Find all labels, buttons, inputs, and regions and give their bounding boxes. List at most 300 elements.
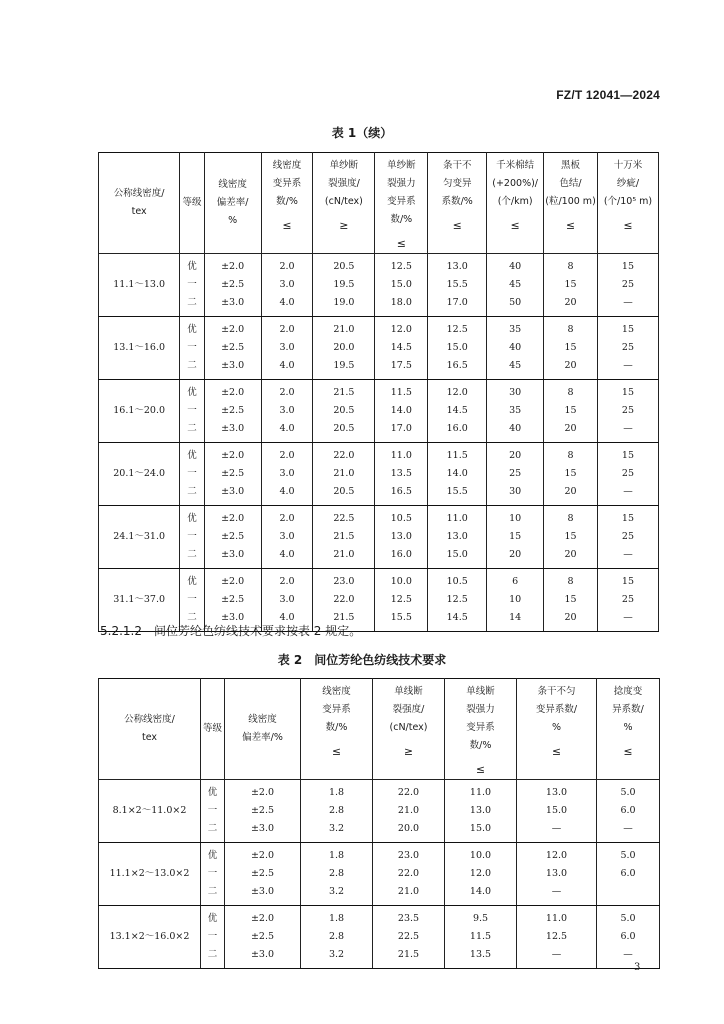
limit-symbol: ≤ — [510, 219, 520, 232]
value-cell: 21.5 — [373, 946, 445, 969]
value-cell: 40 — [487, 420, 544, 443]
linear-density-cell: 31.1～37.0 — [99, 569, 180, 632]
value-cell: 10 — [487, 506, 544, 529]
grade-cell: 一 — [180, 465, 204, 483]
table-row — [99, 528, 659, 546]
value-cell: 13.0 — [428, 528, 487, 546]
grade-cell: 二 — [180, 357, 204, 380]
header-label-line: 千米棉结 — [496, 160, 535, 171]
header-label-line: 变异系 — [466, 722, 495, 733]
value-cell: 8 — [544, 380, 598, 403]
linear-density-cell: 13.1×2～16.0×2 — [99, 906, 201, 969]
grade-cell: 一 — [201, 802, 225, 820]
header-label-line: (cN/tex) — [389, 722, 428, 733]
value-cell: 20 — [544, 609, 598, 632]
value-cell: 2.8 — [301, 802, 373, 820]
header-label-line: 变异系 — [322, 704, 351, 715]
value-cell: 10.0 — [375, 569, 428, 592]
value-cell: 11.0 — [375, 443, 428, 466]
value-cell: 22.0 — [373, 780, 445, 803]
header-label-line: 数/% — [325, 722, 348, 733]
table2-col-header — [301, 679, 373, 780]
value-cell: 3.0 — [261, 276, 313, 294]
value-cell: ±2.5 — [204, 276, 261, 294]
linear-density-cell: 11.1～13.0 — [99, 254, 180, 317]
value-cell: 14.0 — [375, 402, 428, 420]
header-label-line: 变异系数/ — [535, 704, 578, 715]
value-cell: 15 — [544, 528, 598, 546]
value-cell: 17.5 — [375, 357, 428, 380]
value-cell: ±3.0 — [204, 420, 261, 443]
table-row — [99, 380, 659, 403]
value-cell: 6.0 — [597, 802, 660, 820]
value-cell: 9.5 — [445, 906, 517, 929]
value-cell: 12.0 — [375, 317, 428, 340]
header-label-line: (个/10⁵ m) — [603, 196, 653, 207]
value-cell: ±3.0 — [204, 546, 261, 569]
table-row — [99, 569, 659, 592]
value-cell: 15 — [544, 276, 598, 294]
header-label-line: % — [228, 215, 238, 226]
value-cell: 30 — [487, 380, 544, 403]
value-cell: ±2.0 — [225, 843, 301, 866]
value-cell: 15 — [597, 569, 658, 592]
header-label-line: tex — [131, 206, 147, 217]
value-cell: 15 — [544, 339, 598, 357]
limit-symbol: ≥ — [339, 219, 349, 232]
value-cell: 25 — [597, 465, 658, 483]
value-cell: 25 — [597, 528, 658, 546]
value-cell: 22.0 — [373, 865, 445, 883]
value-cell: ±2.0 — [225, 780, 301, 803]
value-cell: 16.5 — [375, 483, 428, 506]
value-cell: 8 — [544, 506, 598, 529]
value-cell: 12.5 — [375, 591, 428, 609]
value-cell: 17.0 — [375, 420, 428, 443]
table-row — [99, 443, 659, 466]
value-cell: 21.5 — [313, 609, 375, 632]
value-cell: 15.0 — [375, 276, 428, 294]
value-cell: 13.0 — [517, 865, 597, 883]
limit-symbol: ≤ — [565, 219, 576, 232]
grade-cell: 二 — [201, 820, 225, 843]
value-cell: 5.0 — [597, 906, 660, 929]
value-cell: 4.0 — [261, 546, 313, 569]
value-cell: 6.0 — [597, 865, 660, 883]
header-label-line: 线密度 — [322, 686, 351, 697]
value-cell: — — [597, 609, 658, 632]
value-cell: 20.5 — [313, 483, 375, 506]
header-label-line: 黑板 — [561, 160, 581, 171]
value-cell: 11.5 — [375, 380, 428, 403]
value-cell: ±3.0 — [225, 883, 301, 906]
header-label-line: 系数/% — [441, 196, 473, 207]
value-cell: ±2.5 — [204, 465, 261, 483]
header-label-line: 纱疵/ — [616, 178, 640, 189]
value-cell: 15.0 — [517, 802, 597, 820]
grade-cell: 一 — [180, 402, 204, 420]
value-cell: 19.5 — [313, 357, 375, 380]
table1 — [98, 152, 659, 632]
table1-col-header — [261, 153, 313, 254]
value-cell: 15 — [597, 317, 658, 340]
grade-cell: 一 — [180, 339, 204, 357]
value-cell: 40 — [487, 339, 544, 357]
grade-cell: 二 — [180, 420, 204, 443]
value-cell: 20 — [544, 357, 598, 380]
header-label-line: 裂强力 — [387, 178, 416, 189]
linear-density-cell: 16.1～20.0 — [99, 380, 180, 443]
value-cell: ±2.0 — [225, 906, 301, 929]
value-cell: 4.0 — [261, 420, 313, 443]
value-cell: 25 — [597, 591, 658, 609]
table2-col-header — [517, 679, 597, 780]
value-cell: 13.0 — [517, 780, 597, 803]
value-cell: 21.0 — [313, 546, 375, 569]
header-label-line: % — [623, 722, 633, 733]
header-label-line: 线密度 — [218, 179, 247, 190]
value-cell: — — [517, 820, 597, 843]
value-cell: 20 — [487, 443, 544, 466]
standard-code: FZ/T 12041—2024 — [556, 88, 660, 102]
table1-col-header — [375, 153, 428, 254]
value-cell: 6 — [487, 569, 544, 592]
value-cell: ±3.0 — [225, 820, 301, 843]
table-row — [99, 546, 659, 569]
value-cell: 15.0 — [428, 546, 487, 569]
limit-symbol: ≤ — [623, 745, 633, 758]
value-cell: 20.5 — [313, 420, 375, 443]
header-label-line: 色结/ — [559, 178, 582, 189]
value-cell: 20.0 — [373, 820, 445, 843]
table-row — [99, 506, 659, 529]
grade-cell: 一 — [201, 928, 225, 946]
value-cell: 20 — [544, 420, 598, 443]
grade-cell: 二 — [180, 483, 204, 506]
table-row — [99, 483, 659, 506]
value-cell: 35 — [487, 317, 544, 340]
value-cell: 20 — [544, 483, 598, 506]
value-cell: 3.2 — [301, 946, 373, 969]
value-cell: 13.0 — [445, 802, 517, 820]
value-cell: 3.2 — [301, 883, 373, 906]
value-cell: — — [597, 357, 658, 380]
value-cell: 1.8 — [301, 843, 373, 866]
value-cell: ±3.0 — [204, 357, 261, 380]
table1-col-header — [597, 153, 658, 254]
grade-cell: 优 — [180, 569, 204, 592]
value-cell: 8 — [544, 254, 598, 277]
value-cell: 11.0 — [428, 506, 487, 529]
value-cell: 10.0 — [445, 843, 517, 866]
table2-col-header — [373, 679, 445, 780]
value-cell: ±2.5 — [204, 402, 261, 420]
value-cell: ±2.5 — [225, 928, 301, 946]
value-cell: 12.5 — [375, 254, 428, 277]
value-cell: ±2.5 — [204, 591, 261, 609]
value-cell: 15 — [544, 465, 598, 483]
limit-symbol: ≤ — [623, 219, 633, 232]
grade-cell: 一 — [180, 528, 204, 546]
value-cell: 4.0 — [261, 483, 313, 506]
value-cell: ±2.5 — [204, 528, 261, 546]
value-cell: 15 — [544, 402, 598, 420]
limit-symbol: ≤ — [551, 745, 562, 758]
table2-col-header — [225, 679, 301, 780]
value-cell: — — [597, 820, 660, 843]
value-cell: 45 — [487, 276, 544, 294]
value-cell: 11.5 — [445, 928, 517, 946]
value-cell: 15.5 — [428, 483, 487, 506]
header-label-line: (个/km) — [497, 196, 533, 207]
value-cell: — — [597, 546, 658, 569]
header-label-line: 变异系 — [272, 178, 302, 189]
table1-caption: 表 1（续） — [331, 126, 393, 140]
value-cell: 14.0 — [428, 465, 487, 483]
header-label-line: 裂强度/ — [328, 178, 360, 189]
table2-caption: 表 2 间位芳纶色纺线技术要求 — [277, 653, 447, 667]
value-cell: 15.5 — [428, 276, 487, 294]
value-cell: 2.8 — [301, 928, 373, 946]
value-cell: 14.5 — [375, 339, 428, 357]
value-cell: 50 — [487, 294, 544, 317]
value-cell: 13.0 — [428, 254, 487, 277]
table1-col-header — [428, 153, 487, 254]
value-cell: 4.0 — [261, 609, 313, 632]
value-cell: 22.0 — [313, 591, 375, 609]
header-label-line: 十万米 — [613, 160, 643, 171]
linear-density-cell: 20.1～24.0 — [99, 443, 180, 506]
header-label-line: 条干不匀 — [537, 686, 576, 697]
grade-cell: 优 — [180, 506, 204, 529]
value-cell: 15 — [597, 506, 658, 529]
value-cell: 20.5 — [313, 254, 375, 277]
value-cell: 12.5 — [517, 928, 597, 946]
value-cell: 22.5 — [373, 928, 445, 946]
table-row — [99, 906, 660, 929]
grade-cell: 优 — [180, 443, 204, 466]
value-cell: 3.2 — [301, 820, 373, 843]
value-cell: 2.8 — [301, 865, 373, 883]
value-cell: 10 — [487, 591, 544, 609]
header-label-line: (+200%)/ — [492, 178, 538, 189]
value-cell: 23.5 — [373, 906, 445, 929]
table-row — [99, 780, 660, 803]
value-cell: 12.0 — [517, 843, 597, 866]
page-number: 3 — [634, 962, 641, 973]
linear-density-cell: 8.1×2～11.0×2 — [99, 780, 201, 843]
value-cell: 25 — [597, 402, 658, 420]
grade-cell: 优 — [201, 843, 225, 866]
value-cell: 10.5 — [375, 506, 428, 529]
grade-cell: 二 — [201, 883, 225, 906]
header-label-line: (粒/100 m) — [545, 196, 596, 207]
table2-col-header — [597, 679, 660, 780]
table-row — [99, 591, 659, 609]
value-cell: 14.0 — [445, 883, 517, 906]
grade-cell: 一 — [201, 865, 225, 883]
value-cell: 21.5 — [313, 380, 375, 403]
value-cell: 13.0 — [375, 528, 428, 546]
value-cell: 2.0 — [261, 380, 313, 403]
table-row — [99, 317, 659, 340]
table-row — [99, 339, 659, 357]
header-label-line: 偏差率/% — [242, 732, 283, 743]
value-cell: 1.8 — [301, 906, 373, 929]
value-cell: — — [597, 946, 660, 969]
value-cell: 15.0 — [428, 339, 487, 357]
header-label-line: tex — [141, 732, 158, 743]
table2-header-row — [99, 679, 660, 780]
grade-cell: 一 — [180, 276, 204, 294]
value-cell: 30 — [487, 483, 544, 506]
value-cell: 15 — [597, 254, 658, 277]
limit-symbol: ≤ — [475, 763, 486, 776]
header-label-line: 等级 — [202, 723, 222, 734]
value-cell: 4.0 — [261, 294, 313, 317]
grade-cell: 优 — [180, 254, 204, 277]
limit-symbol: ≥ — [403, 745, 414, 758]
table-row — [99, 843, 660, 866]
header-label-line: 捻度变 — [613, 686, 643, 697]
value-cell: 21.0 — [373, 802, 445, 820]
value-cell: ±3.0 — [204, 294, 261, 317]
header-label-line: % — [551, 722, 562, 733]
table2-col-header — [201, 679, 225, 780]
header-label-line: 裂强度/ — [392, 704, 425, 715]
value-cell: 5.0 — [597, 780, 660, 803]
value-cell: 8 — [544, 443, 598, 466]
value-cell: — — [597, 483, 658, 506]
header-label-line: 单纱断 — [387, 160, 416, 171]
value-cell: 21.5 — [313, 528, 375, 546]
value-cell — [597, 883, 660, 906]
value-cell: 10.5 — [428, 569, 487, 592]
header-label-line: 变异系 — [387, 196, 416, 207]
value-cell: ±2.0 — [204, 317, 261, 340]
value-cell: 19.5 — [313, 276, 375, 294]
value-cell: 3.0 — [261, 528, 313, 546]
header-label-line: 数/% — [390, 214, 413, 225]
value-cell: 21.0 — [313, 317, 375, 340]
value-cell: 20 — [544, 546, 598, 569]
value-cell: 2.0 — [261, 317, 313, 340]
value-cell: 5.0 — [597, 843, 660, 866]
header-label-line: 偏差率/ — [216, 197, 249, 208]
table2 — [98, 678, 660, 969]
header-label-line: (cN/tex) — [324, 196, 363, 207]
table2-col-header — [445, 679, 517, 780]
value-cell: 25 — [597, 339, 658, 357]
value-cell: 20.5 — [313, 402, 375, 420]
header-label-line: 异系数/ — [612, 704, 644, 715]
grade-cell: 一 — [180, 591, 204, 609]
value-cell: ±2.5 — [225, 865, 301, 883]
value-cell: 15.5 — [375, 609, 428, 632]
value-cell: ±2.0 — [204, 569, 261, 592]
value-cell: 15 — [597, 380, 658, 403]
table-row — [99, 357, 659, 380]
value-cell: 12.5 — [428, 317, 487, 340]
value-cell: 1.8 — [301, 780, 373, 803]
value-cell: 20 — [544, 294, 598, 317]
limit-symbol: ≤ — [396, 237, 406, 250]
value-cell: 13.5 — [375, 465, 428, 483]
header-label-line: 单线断 — [466, 686, 495, 697]
value-cell: 12.0 — [428, 380, 487, 403]
header-label-line: 单纱断 — [329, 160, 359, 171]
grade-cell: 二 — [180, 294, 204, 317]
table-row — [99, 420, 659, 443]
value-cell: 15 — [597, 443, 658, 466]
header-label-line: 线密度 — [272, 160, 302, 171]
value-cell: 2.0 — [261, 254, 313, 277]
header-label-line: 条干不 — [442, 160, 472, 171]
value-cell: 22.5 — [313, 506, 375, 529]
value-cell: 14.5 — [428, 609, 487, 632]
value-cell: 21.0 — [373, 883, 445, 906]
table1-col-header — [180, 153, 204, 254]
value-cell: 13.5 — [445, 946, 517, 969]
value-cell: 20.0 — [313, 339, 375, 357]
value-cell: 16.0 — [375, 546, 428, 569]
value-cell: ±2.0 — [204, 443, 261, 466]
linear-density-cell: 13.1～16.0 — [99, 317, 180, 380]
limit-symbol: ≤ — [282, 219, 292, 232]
value-cell: 11.0 — [517, 906, 597, 929]
value-cell: 4.0 — [261, 357, 313, 380]
table2-col-header — [99, 679, 201, 780]
clause-5-2-1-2: 5.2.1.2 间位芳纶色纺线技术要求按表 2 规定。 — [100, 624, 362, 638]
value-cell: 14 — [487, 609, 544, 632]
value-cell: 40 — [487, 254, 544, 277]
table1-col-header — [313, 153, 375, 254]
header-label-line: 匀变异 — [442, 178, 472, 189]
grade-cell: 优 — [201, 906, 225, 929]
value-cell: 16.0 — [428, 420, 487, 443]
value-cell: 15.0 — [445, 820, 517, 843]
value-cell: 14.5 — [428, 402, 487, 420]
value-cell: 12.5 — [428, 591, 487, 609]
value-cell: 11.5 — [428, 443, 487, 466]
table1-col-header — [487, 153, 544, 254]
value-cell: 3.0 — [261, 402, 313, 420]
value-cell: 15 — [487, 528, 544, 546]
value-cell: ±3.0 — [204, 609, 261, 632]
value-cell: 15 — [544, 591, 598, 609]
value-cell: 21.0 — [313, 465, 375, 483]
header-label-line: 裂强力 — [466, 704, 495, 715]
value-cell: 35 — [487, 402, 544, 420]
value-cell: 23.0 — [313, 569, 375, 592]
value-cell: ±2.5 — [225, 802, 301, 820]
table1-col-header — [204, 153, 261, 254]
header-label-line: 公称线密度/ — [113, 188, 165, 199]
value-cell: 25 — [487, 465, 544, 483]
table-row — [99, 276, 659, 294]
table-row — [99, 402, 659, 420]
value-cell: ±3.0 — [204, 483, 261, 506]
value-cell: ±2.0 — [204, 380, 261, 403]
header-label-line: 数/% — [469, 740, 492, 751]
value-cell: 18.0 — [375, 294, 428, 317]
value-cell: ±2.0 — [204, 506, 261, 529]
value-cell: 2.0 — [261, 506, 313, 529]
value-cell: 20 — [487, 546, 544, 569]
table1-col-header — [544, 153, 598, 254]
table-row — [99, 254, 659, 277]
value-cell: 2.0 — [261, 443, 313, 466]
